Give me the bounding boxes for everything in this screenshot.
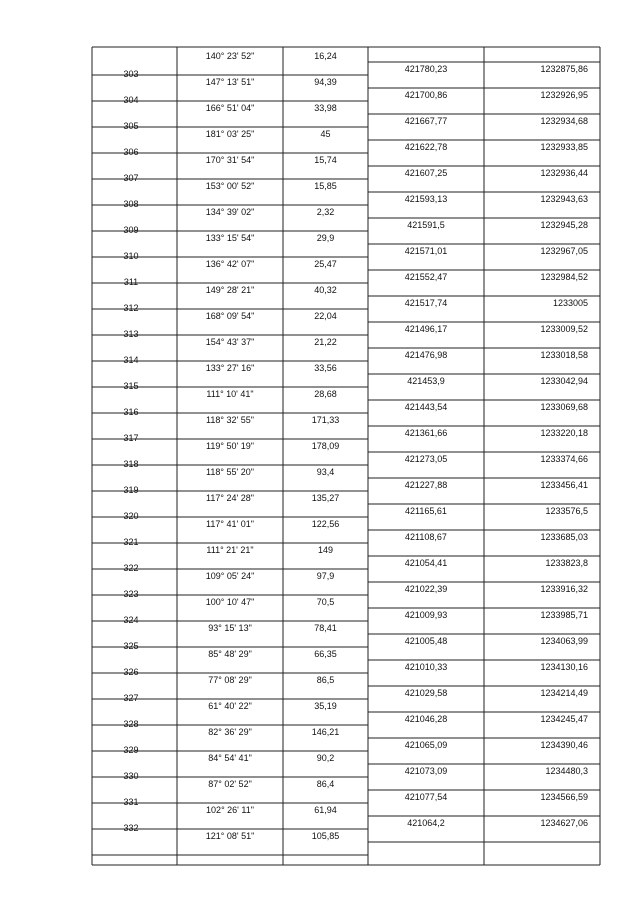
y-coordinate: 1234390,46 — [540, 740, 588, 750]
angle-value: 118° 55' 20" — [206, 467, 254, 477]
point-number: 313 — [123, 329, 139, 339]
x-coordinate: 421552,47 — [404, 272, 448, 282]
x-coordinate: 421022,39 — [404, 584, 448, 594]
y-coordinate: 1233456,41 — [540, 480, 588, 490]
angle-value: 149° 28' 21" — [205, 285, 255, 295]
point-number: 317 — [123, 433, 139, 443]
angle-value: 134° 39' 02" — [205, 207, 255, 217]
x-coordinate: 421476,98 — [404, 350, 448, 360]
angle-value: 117° 24' 28" — [206, 493, 254, 503]
x-coordinate: 421054,41 — [404, 558, 448, 568]
angle-value: 133° 27' 16" — [205, 363, 255, 373]
x-coordinate: 421009,93 — [404, 610, 448, 620]
point-number: 319 — [123, 485, 139, 495]
y-coordinate: 1233069,68 — [540, 402, 588, 412]
y-coordinate: 1233005 — [552, 298, 588, 308]
point-number: 332 — [123, 823, 139, 833]
angle-value: 87° 02' 52" — [208, 779, 252, 789]
point-number: 309 — [123, 225, 139, 235]
angle-value: 102° 26' 11" — [206, 805, 254, 815]
angle-value: 77° 08' 29" — [208, 675, 252, 685]
y-coordinate: 1234245,47 — [540, 714, 588, 724]
angle-value: 153° 00' 52" — [205, 181, 255, 191]
x-coordinate: 421108,67 — [405, 532, 447, 542]
distance-value: 94,39 — [314, 77, 337, 87]
angle-value: 136° 42' 07" — [205, 259, 255, 269]
angle-value: 119° 50' 19" — [206, 441, 254, 451]
distance-value: 15,85 — [314, 181, 337, 191]
distance-value: 16,24 — [314, 51, 337, 61]
distance-value: 86,5 — [316, 675, 335, 685]
y-coordinate: 1232933,85 — [540, 142, 588, 152]
distance-value: 33,56 — [314, 363, 337, 373]
y-coordinate: 1233576,5 — [545, 506, 588, 516]
distance-value: 15,74 — [314, 155, 337, 165]
y-coordinate: 1233985,71 — [540, 610, 588, 620]
point-number: 325 — [123, 641, 139, 651]
point-number: 304 — [123, 95, 139, 105]
angle-value: 111° 10' 41" — [206, 389, 254, 399]
x-coordinate: 421622,78 — [404, 142, 448, 152]
x-coordinate: 421065,09 — [404, 740, 448, 750]
angle-value: 147° 13' 51" — [205, 77, 255, 87]
angle-value: 85° 48' 29" — [208, 649, 252, 659]
y-coordinate: 1234566,59 — [540, 792, 588, 802]
distance-value: 25,47 — [314, 259, 337, 269]
y-coordinate: 1232945,28 — [540, 220, 588, 230]
x-coordinate: 421361,66 — [404, 428, 448, 438]
point-number: 322 — [123, 563, 139, 573]
x-coordinate: 421273,05 — [404, 454, 448, 464]
angle-value: 121° 08' 51" — [205, 831, 255, 841]
point-number: 321 — [123, 537, 139, 547]
y-coordinate: 1232943,63 — [540, 194, 588, 204]
x-coordinate: 421667,77 — [404, 116, 448, 126]
point-number: 326 — [123, 667, 139, 677]
y-coordinate: 1233916,32 — [540, 584, 588, 594]
distance-value: 146,21 — [311, 727, 340, 737]
x-coordinate: 421064,2 — [407, 818, 445, 828]
distance-value: 29,9 — [316, 233, 335, 243]
point-number: 311 — [123, 277, 139, 287]
distance-value: 70,5 — [316, 597, 335, 607]
x-coordinate: 421005,48 — [404, 636, 448, 646]
point-number: 303 — [123, 69, 139, 79]
point-number: 305 — [123, 121, 139, 131]
distance-value: 22,04 — [314, 311, 337, 321]
x-coordinate: 421607,25 — [404, 168, 448, 178]
angle-value: 100° 10' 47" — [205, 597, 255, 607]
distance-value: 66,35 — [314, 649, 337, 659]
distance-value: 90,2 — [316, 753, 335, 763]
y-coordinate: 1233220,18 — [540, 428, 588, 438]
x-coordinate: 421165,61 — [405, 506, 447, 516]
distance-value: 149 — [317, 545, 334, 555]
y-coordinate: 1233374,66 — [540, 454, 588, 464]
x-coordinate: 421010,33 — [404, 662, 448, 672]
y-coordinate: 1233042,94 — [540, 376, 588, 386]
point-number: 320 — [123, 511, 139, 521]
point-number: 316 — [123, 407, 139, 417]
angle-value: 133° 15' 54" — [205, 233, 255, 243]
y-coordinate: 1233685,03 — [540, 532, 588, 542]
point-number: 324 — [123, 615, 139, 625]
point-number: 318 — [123, 459, 139, 469]
y-coordinate: 1232875,86 — [540, 64, 588, 74]
angle-value: 118° 32' 55" — [206, 415, 254, 425]
x-coordinate: 421591,5 — [407, 220, 445, 230]
distance-value: 97,9 — [316, 571, 335, 581]
x-coordinate: 421453,9 — [407, 376, 445, 386]
angle-value: 140° 23' 52" — [205, 51, 255, 61]
distance-value: 93,4 — [316, 467, 335, 477]
y-coordinate: 1233009,52 — [540, 324, 588, 334]
point-number: 315 — [123, 381, 139, 391]
x-coordinate: 421517,74 — [404, 298, 448, 308]
x-coordinate: 421046,28 — [404, 714, 448, 724]
distance-value: 35,19 — [314, 701, 337, 711]
x-coordinate: 421073,09 — [404, 766, 448, 776]
x-coordinate: 421593,13 — [404, 194, 448, 204]
distance-value: 86,4 — [316, 779, 335, 789]
distance-value: 78,41 — [314, 623, 337, 633]
distance-value: 21,22 — [314, 337, 337, 347]
angle-value: 109° 05' 24" — [205, 571, 255, 581]
y-coordinate: 1234063,99 — [540, 636, 588, 646]
point-number: 327 — [123, 693, 139, 703]
y-coordinate: 1232984,52 — [540, 272, 588, 282]
angle-value: 111° 21' 21" — [206, 545, 254, 555]
angle-value: 117° 41' 01" — [206, 519, 254, 529]
angle-value: 154° 43' 37" — [205, 337, 255, 347]
point-number: 329 — [123, 745, 139, 755]
distance-value: 45 — [320, 129, 331, 139]
y-coordinate: 1234480,3 — [545, 766, 588, 776]
distance-value: 2,32 — [316, 207, 335, 217]
point-number: 331 — [123, 797, 139, 807]
distance-value: 61,94 — [314, 805, 337, 815]
angle-value: 170° 31' 54" — [205, 155, 255, 165]
x-coordinate: 421029,58 — [404, 688, 448, 698]
point-number: 310 — [123, 251, 139, 261]
angle-value: 166° 51' 04" — [205, 103, 255, 113]
point-number: 306 — [123, 147, 139, 157]
y-coordinate: 1232967,05 — [540, 246, 588, 256]
distance-value: 171,33 — [311, 415, 340, 425]
x-coordinate: 421077,54 — [404, 792, 448, 802]
angle-value: 93° 15' 13" — [208, 623, 252, 633]
point-number: 314 — [123, 355, 139, 365]
x-coordinate: 421780,23 — [404, 64, 448, 74]
distance-value: 33,98 — [314, 103, 337, 113]
y-coordinate: 1232926,95 — [540, 90, 588, 100]
angle-value: 168° 09' 54" — [205, 311, 255, 321]
distance-value: 178,09 — [311, 441, 340, 451]
point-number: 323 — [123, 589, 139, 599]
angle-value: 181° 03' 25" — [205, 129, 255, 139]
y-coordinate: 1233018,58 — [540, 350, 588, 360]
x-coordinate: 421700,86 — [404, 90, 448, 100]
distance-value: 105,85 — [311, 831, 340, 841]
angle-value: 61° 40' 22" — [208, 701, 252, 711]
y-coordinate: 1234627,06 — [540, 818, 588, 828]
distance-value: 122,56 — [311, 519, 340, 529]
point-number: 330 — [123, 771, 139, 781]
y-coordinate: 1232936,44 — [540, 168, 588, 178]
y-coordinate: 1232934,68 — [540, 116, 588, 126]
y-coordinate: 1234130,16 — [540, 662, 588, 672]
angle-value: 84° 54' 41" — [208, 753, 252, 763]
x-coordinate: 421443,54 — [404, 402, 448, 412]
point-number: 328 — [123, 719, 139, 729]
point-number: 308 — [123, 199, 139, 209]
distance-value: 135,27 — [311, 493, 340, 503]
distance-value: 28,68 — [314, 389, 337, 399]
point-number: 307 — [123, 173, 139, 183]
y-coordinate: 1233823,8 — [545, 558, 588, 568]
x-coordinate: 421227,88 — [404, 480, 448, 490]
point-number: 312 — [123, 303, 139, 313]
distance-value: 40,32 — [314, 285, 337, 295]
angle-value: 82° 36' 29" — [208, 727, 252, 737]
y-coordinate: 1234214,49 — [540, 688, 588, 698]
x-coordinate: 421496,17 — [404, 324, 448, 334]
x-coordinate: 421571,01 — [404, 246, 448, 256]
